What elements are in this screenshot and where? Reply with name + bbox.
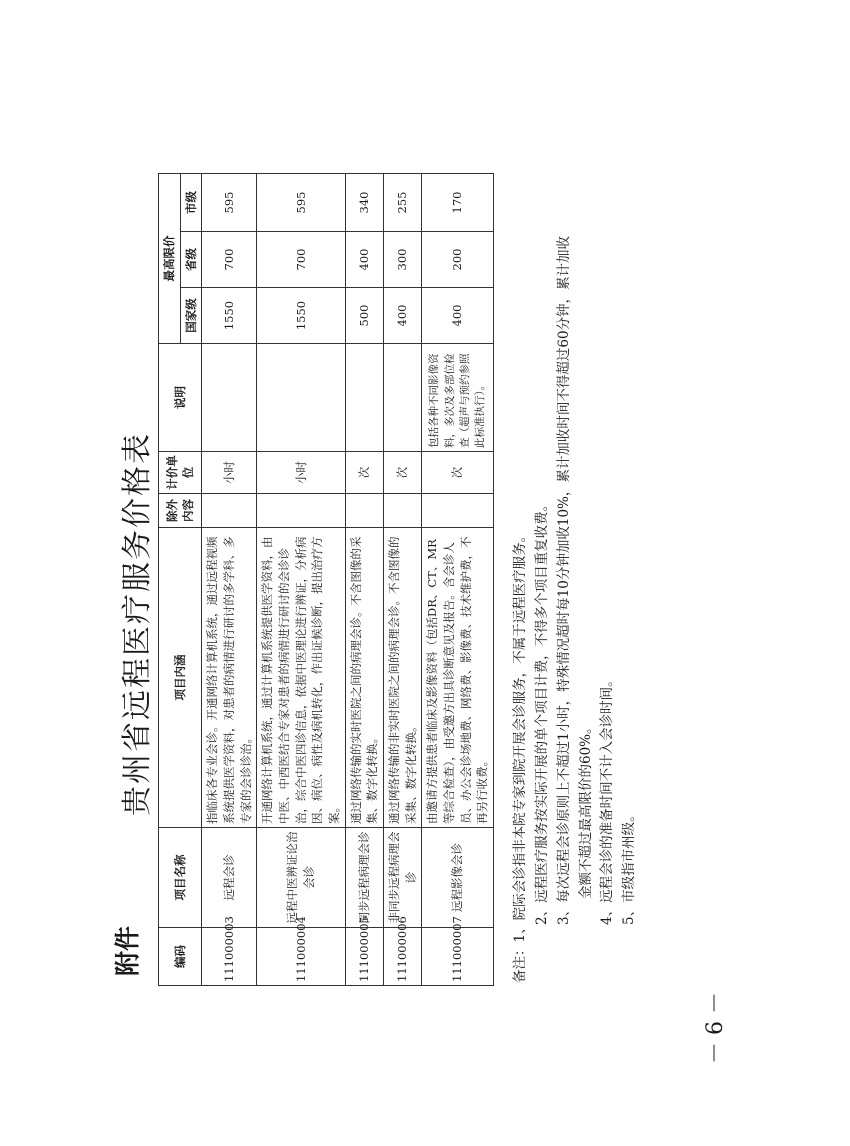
row-note — [257, 344, 345, 452]
row-name: 远程中医辨证论治会诊 — [257, 828, 345, 928]
row-code: 111000005 — [345, 928, 383, 986]
annex-label: 附件 — [113, 925, 142, 976]
row-city: 255 — [384, 173, 422, 231]
row-name: 同步远程病理会诊 — [345, 828, 383, 928]
row-unit: 次 — [345, 452, 383, 494]
row-national: 400 — [384, 288, 422, 344]
row-excluded — [422, 494, 494, 528]
row-code: 111000003 — [202, 928, 257, 986]
row-name: 远程影像会诊 — [422, 828, 494, 928]
row-unit: 小时 — [202, 452, 257, 494]
col-excluded: 除外内容 — [159, 494, 202, 528]
notes-block — [510, 163, 641, 983]
col-note: 说明 — [159, 344, 202, 452]
row-provincial: 300 — [384, 232, 422, 288]
col-city: 市级 — [180, 173, 202, 231]
row-note — [384, 344, 422, 452]
row-city: 340 — [345, 173, 383, 231]
row-excluded — [345, 494, 383, 528]
row-provincial: 700 — [257, 232, 345, 288]
col-code: 编码 — [159, 928, 202, 986]
table-row — [345, 173, 383, 985]
row-excluded — [384, 494, 422, 528]
table-row — [257, 173, 345, 985]
row-national: 1550 — [202, 288, 257, 344]
col-max-price: 最高限价 — [159, 173, 181, 343]
header-row — [159, 173, 181, 985]
row-city: 595 — [257, 173, 345, 231]
row-content: 开通网络计算机系统，通过计算机系统提供医学资料，由中医、中西医结合专家对患者的病情进行研讨的会诊诊治，综合中医四诊信息，依据中医理论进行辨证，分析病因、病位、病性及病机转化，作出证候诊断，提出治疗方案。 — [257, 528, 345, 828]
row-national: 1550 — [257, 288, 345, 344]
col-unit: 计价单位 — [159, 452, 202, 494]
document-title: 贵州省远程医疗服务价格表 — [120, 432, 155, 816]
row-national: 400 — [422, 288, 494, 344]
note-line: 备注：1、院际会诊指非本院专家到院开展会诊服务，不属于远程医疗服务。 — [512, 528, 528, 983]
col-national: 国家级 — [180, 288, 202, 344]
price-table — [158, 173, 494, 986]
row-code: 111000006 — [384, 928, 422, 986]
note-line: 3、每次远程会诊原则上不超过1小时，特殊情况超时每10分钟加收10%，累计加收时间不得超过60分钟，累计加收 — [555, 235, 572, 925]
note-line: 5、市级指市州级。 — [621, 808, 638, 925]
row-content: 指临床各专业会诊。开通网络计算机系统，通过远程视频系统提供医学资料，对患者的病情进行研讨的多学科、多专家的会诊诊治。 — [202, 528, 257, 828]
row-unit: 小时 — [257, 452, 345, 494]
row-excluded — [202, 494, 257, 528]
row-code: 111000007 — [422, 928, 494, 986]
row-excluded — [257, 494, 345, 528]
row-provincial: 700 — [202, 232, 257, 288]
table-row — [384, 173, 422, 985]
note-line: 2、远程医疗服务按实际开展的单个项目计费，不得多个项目重复收费。 — [533, 497, 550, 925]
note-line: 金额不超过最高限价的60%。 — [577, 720, 594, 899]
row-city: 595 — [202, 173, 257, 231]
row-provincial: 400 — [345, 232, 383, 288]
row-unit: 次 — [422, 452, 494, 494]
table-row — [202, 173, 257, 985]
row-unit: 次 — [384, 452, 422, 494]
page-number: － 6 － — [703, 992, 728, 1064]
row-provincial: 200 — [422, 232, 494, 288]
row-city: 170 — [422, 173, 494, 231]
row-content: 通过网络传输的实时医院之间的病理会诊。不含图像的采集、数字化转换。 — [345, 528, 383, 828]
row-content: 由邀请方提供患者临床及影像资料（包括DR、CT、MR等综合检查），由受邀方出具诊断意见及报告。含会诊人员、办公会诊场地费、网络费、影像费、技术维护费，不再另行收费。 — [422, 528, 494, 828]
col-provincial: 省级 — [180, 232, 202, 288]
col-content: 项目内涵 — [159, 528, 202, 828]
row-name: 非同步远程病理会诊 — [384, 828, 422, 928]
table-row — [422, 173, 494, 985]
row-content: 通过网络传输的非实时医院之间的病理会诊。不含图像的采集、数字化转换。 — [384, 528, 422, 828]
row-note — [202, 344, 257, 452]
row-national: 500 — [345, 288, 383, 344]
row-name: 远程会诊 — [202, 828, 257, 928]
col-name: 项目名称 — [159, 828, 202, 928]
note-line: 4、远程会诊的准备时间不计入会诊时间。 — [599, 673, 616, 925]
row-code: 111000004 — [257, 928, 345, 986]
row-note: 包括各种不同影像资料，多次及多部位检查（超声与预约参照此标准执行）。 — [422, 344, 494, 452]
row-note — [345, 344, 383, 452]
